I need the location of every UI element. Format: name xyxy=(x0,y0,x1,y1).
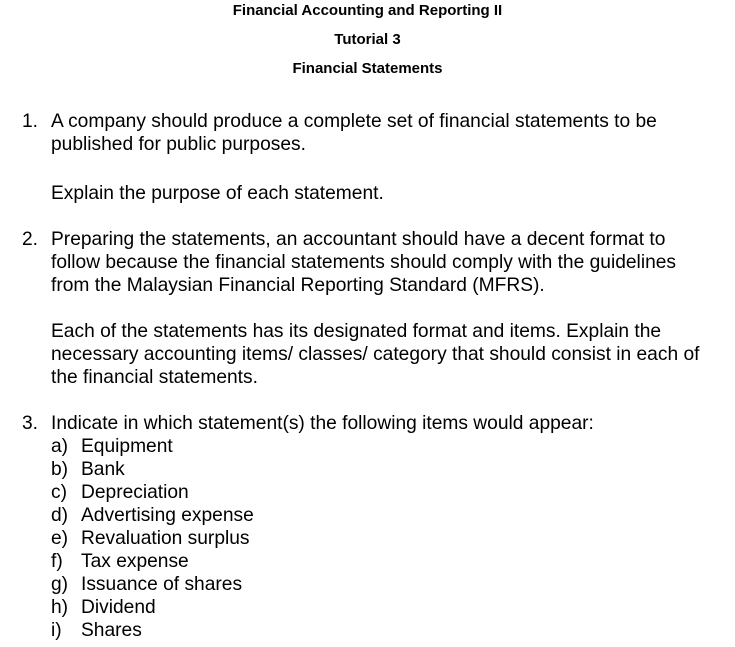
question-line: from the Malaysian Financial Reporting Standard (MFRS). xyxy=(51,275,545,296)
item-letter: g) xyxy=(51,574,69,595)
question-line: the financial statements. xyxy=(51,367,258,388)
item-letter: f) xyxy=(51,551,63,572)
question-text xyxy=(51,110,657,156)
item-text: Dividend xyxy=(81,597,156,618)
item-text: Bank xyxy=(81,459,125,480)
question-line: Preparing the statements, an accountant should have a decent format to xyxy=(51,229,666,250)
item-text: Equipment xyxy=(81,436,173,457)
question-instruction xyxy=(51,182,384,205)
question-number: 1. xyxy=(22,111,39,132)
item-letter: a) xyxy=(51,436,69,457)
question-instruction xyxy=(51,320,699,389)
item-letter: i) xyxy=(51,620,62,641)
item-text: Issuance of shares xyxy=(81,574,243,595)
question-line: Each of the statements has its designated format and items. Explain the xyxy=(51,321,662,342)
item-letter: h) xyxy=(51,597,69,618)
question-line: A company should produce a complete set of financial statements to be xyxy=(51,111,657,132)
question-number: 3. xyxy=(22,413,39,434)
tutorial-title: Tutorial 3 xyxy=(334,31,401,48)
item-letter: e) xyxy=(51,528,69,549)
item-text: Revaluation surplus xyxy=(81,528,250,549)
item-text: Depreciation xyxy=(81,482,189,503)
question-line: follow because the financial statements should comply with the guidelines xyxy=(51,252,677,273)
item-letter: c) xyxy=(51,482,67,503)
question-line: Explain the purpose of each statement. xyxy=(51,183,384,204)
question-text xyxy=(51,228,676,297)
topic-title: Financial Statements xyxy=(292,60,443,77)
question-line: published for public purposes. xyxy=(51,134,306,155)
course-title: Financial Accounting and Reporting II xyxy=(232,2,503,19)
item-text: Advertising expense xyxy=(81,505,254,526)
item-text: Shares xyxy=(81,620,142,641)
question-text: Indicate in which statement(s) the following items would appear: xyxy=(51,413,594,434)
item-letter: b) xyxy=(51,459,69,480)
question-number: 2. xyxy=(22,229,39,250)
question-line: necessary accounting items/ classes/ category that should consist in each of xyxy=(51,344,700,365)
item-text: Tax expense xyxy=(81,551,189,572)
item-letter: d) xyxy=(51,505,69,526)
